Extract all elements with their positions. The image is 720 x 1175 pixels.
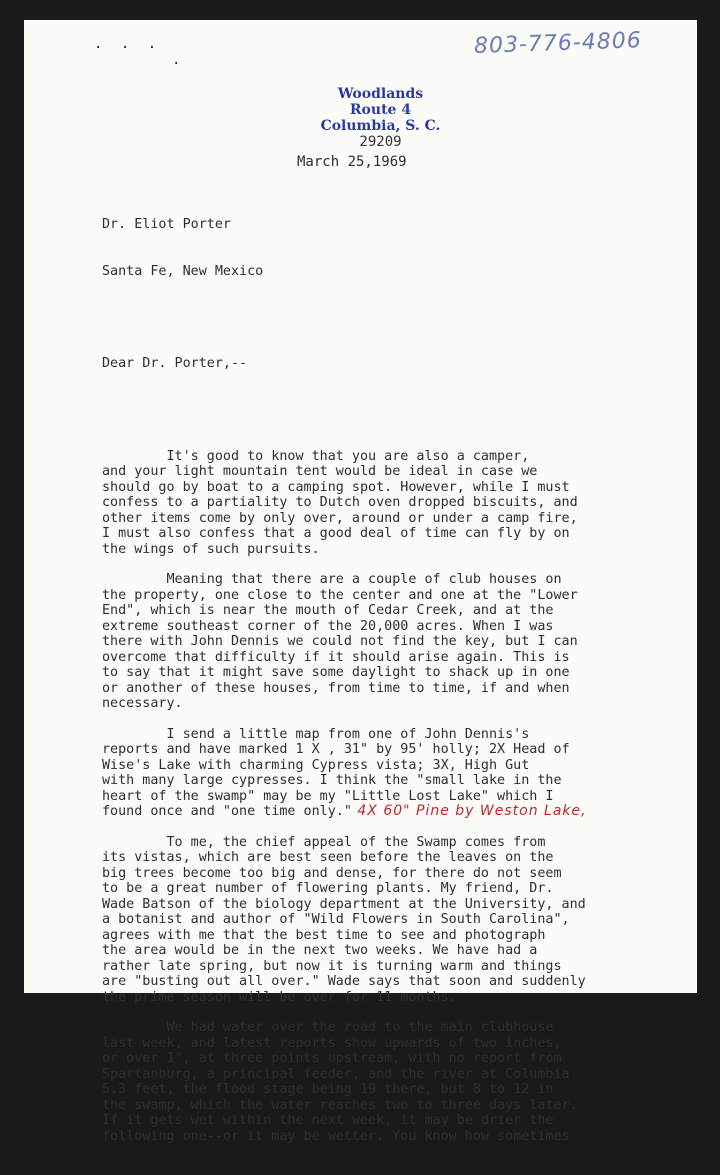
text-line: I send a little map from one of John Dennis's xyxy=(102,726,530,742)
paragraph xyxy=(102,1020,682,1144)
text-line: the swamp, which the water reaches two to three days later. xyxy=(102,1097,578,1113)
text-line: the property, one close to the center and one at the "Lower xyxy=(102,587,578,603)
text-line: the wings of such pursuits. xyxy=(102,541,320,557)
paragraph xyxy=(102,835,682,1006)
text-line: big trees become too big and dense, for there do not seem xyxy=(102,865,562,881)
text-line: and your light mountain tent would be ideal in case we xyxy=(102,464,538,479)
letter-date: March 25,1969 xyxy=(297,154,407,170)
text-line: other items come by only over, around or under a camp fire, xyxy=(102,510,578,526)
text-line: the area would be in the next two weeks. We have had a xyxy=(102,943,538,958)
text-line: rather late spring, but now it is turning warm and things xyxy=(102,958,562,974)
text-line: with many large cypresses. I think the "small lake in the xyxy=(102,773,562,788)
text-line: overcome that difficulty if it should arise again. This is xyxy=(102,649,570,665)
text-line: necessary. xyxy=(102,696,183,711)
letterhead-line2: Route 4 xyxy=(349,102,412,118)
handwritten-annotation: 4X 60" Pine by Weston Lake, xyxy=(351,803,587,819)
text-line: I must also confess that a good deal of time can fly by on xyxy=(102,526,570,541)
recipient-city: Santa Fe, New Mexico xyxy=(102,263,264,279)
margin-marks-left: . . . xyxy=(94,36,162,52)
letter-body xyxy=(102,186,682,1175)
paragraph xyxy=(102,727,682,820)
text-line: Wise's Lake with charming Cypress vista; 3X, High Gut xyxy=(102,757,530,773)
salutation: Dear Dr. Porter,-- xyxy=(102,356,248,371)
letter-page xyxy=(24,20,697,1144)
text-line: confess to a partiality to Dutch oven dropped biscuits, and xyxy=(102,495,578,510)
text-line: 5.3 feet, the flood stage being 19 there, but 8 to 12 in xyxy=(102,1082,554,1097)
text-line: following one--or it may be wetter. You know how sometimes xyxy=(102,1128,570,1144)
text-line: the prime season will be over for 11 months. xyxy=(102,989,457,1005)
text-line: to be a great number of flowering plants. My friend, Dr. xyxy=(102,881,554,896)
handwritten-phone-number: 803-776-4806 xyxy=(473,28,643,59)
text-line: there with John Dennis we could not find the key, but I can xyxy=(102,634,578,649)
text-line: To me, the chief appeal of the Swamp comes from xyxy=(102,834,546,850)
text-line: Spartanburg, a principal feeder, and the river at Columbia xyxy=(102,1066,570,1082)
text-line: or over 1", at three points upstream, with no report from xyxy=(102,1051,562,1066)
text-line: We had water over the road to the main clubhouse xyxy=(102,1020,554,1035)
text-line: Meaning that there are a couple of club houses on xyxy=(102,572,562,587)
letterhead-line3: Columbia, S. C. xyxy=(320,118,441,134)
recipient-name: Dr. Eliot Porter xyxy=(102,217,231,232)
text-line: to say that it might save some daylight to shack up in one xyxy=(102,665,570,680)
paragraph xyxy=(102,449,682,558)
text-line: If it gets wet within the next week, it may be drier the xyxy=(102,1113,554,1128)
text-line: its vistas, which are best seen before the leaves on the xyxy=(102,850,554,865)
text-line: It's good to know that you are also a camper, xyxy=(102,448,530,464)
paragraphs xyxy=(102,449,682,1145)
text-line: should go by boat to a camping spot. However, while I must xyxy=(102,479,570,495)
text-line: or another of these houses, from time to time, if and when xyxy=(102,680,570,696)
text-line: agrees with me that the best time to see and photograph xyxy=(102,927,546,943)
text-line: last week, and latest reports show upwards of two inches, xyxy=(102,1035,562,1051)
text-line: reports and have marked 1 X , 31" by 95' holly; 2X Head of xyxy=(102,742,570,757)
text-line: found once and "one time only." 4X 60" Pine by Weston Lake, xyxy=(102,803,587,819)
text-line: Wade Batson of the biology department at the University, and xyxy=(102,896,586,912)
paragraph xyxy=(102,572,682,712)
letterhead-zip: 29209 xyxy=(359,134,402,150)
text-line: extreme southeast corner of the 20,000 acres. When I was xyxy=(102,618,554,634)
text-line: a botanist and author of "Wild Flowers in South Carolina", xyxy=(102,912,570,927)
margin-mark-right: . xyxy=(172,52,181,68)
letterhead xyxy=(24,86,697,150)
letterhead-line1: Woodlands xyxy=(337,86,424,102)
text-line: are "busting out all over." Wade says that soon and suddenly xyxy=(102,974,586,989)
text-line: End", which is near the mouth of Cedar Creek, and at the xyxy=(102,603,554,618)
text-line: heart of the swamp" may be my "Little Lost Lake" which I xyxy=(102,788,554,804)
